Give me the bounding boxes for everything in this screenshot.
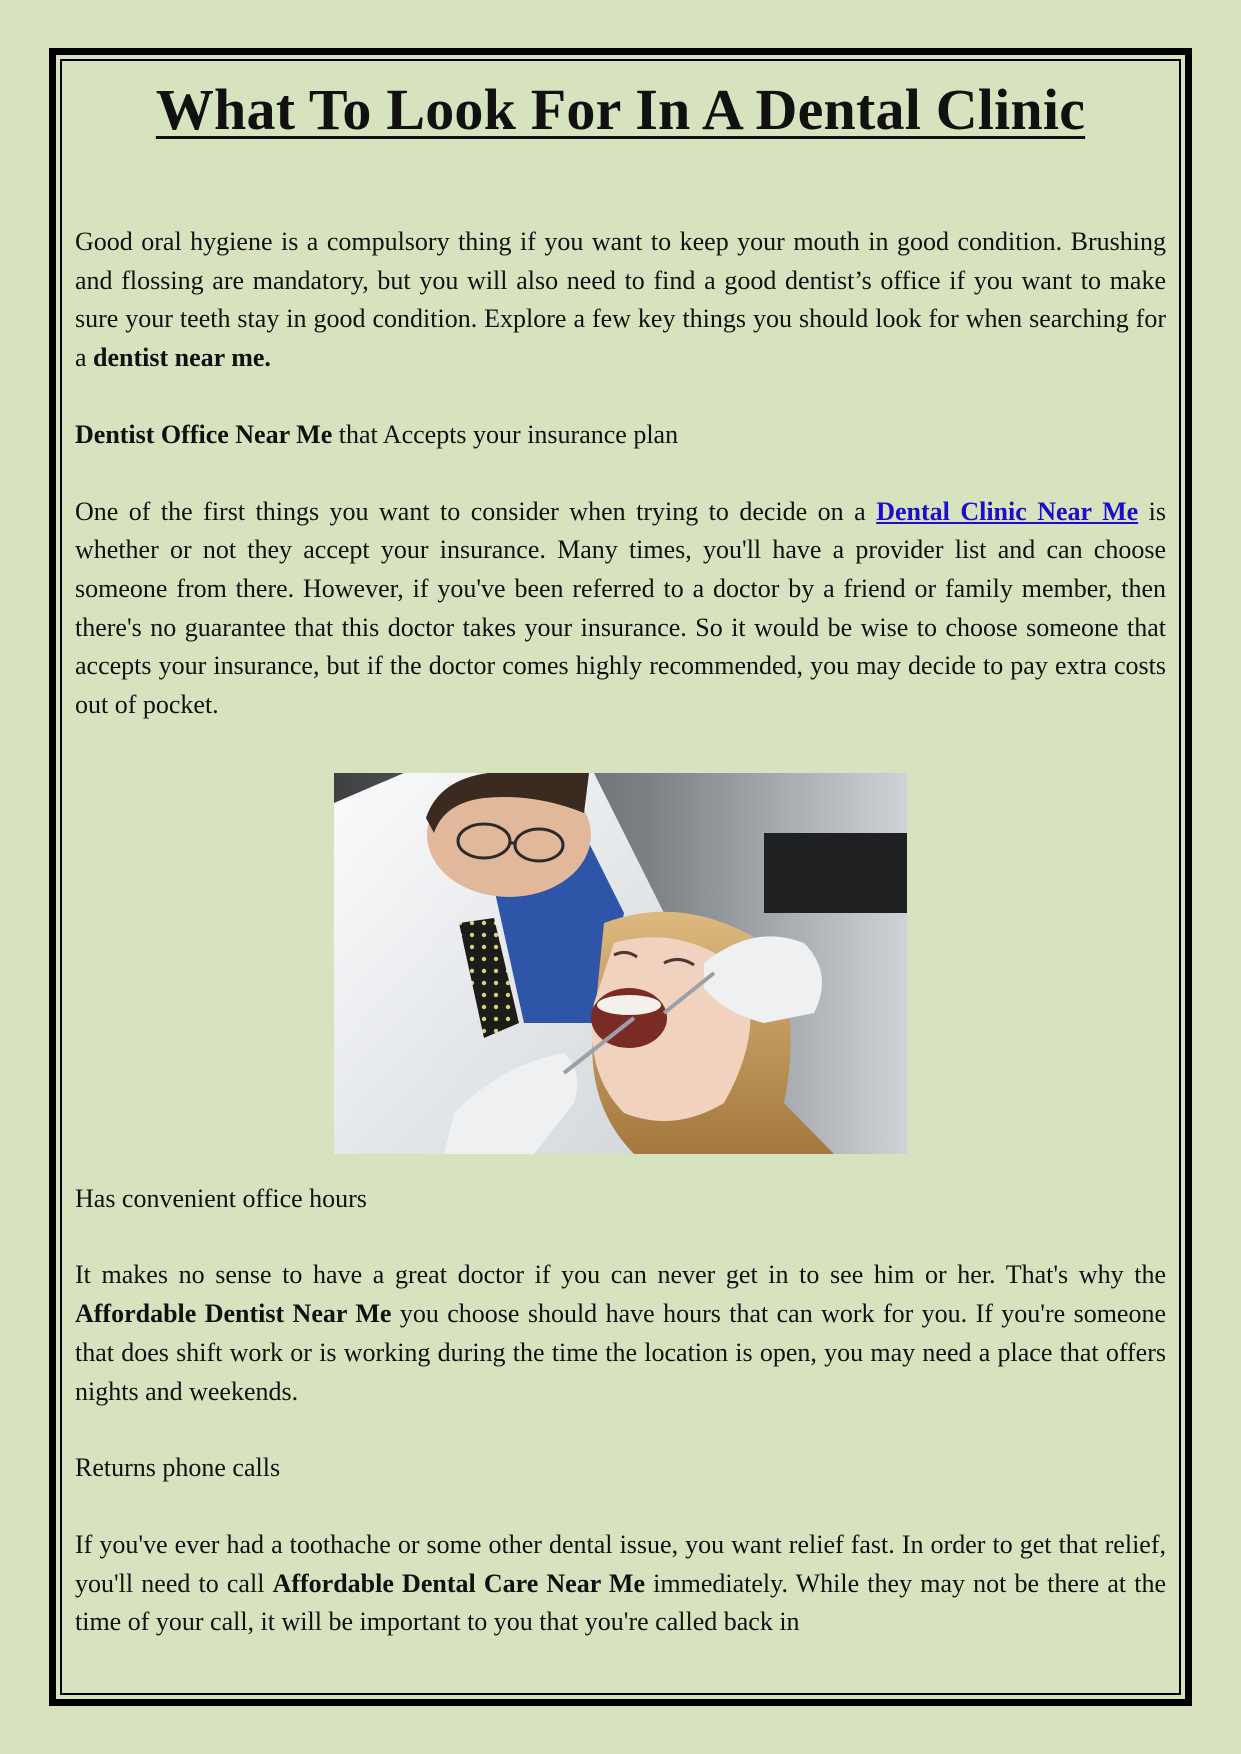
insurance-text-before: One of the first things you want to consider when trying to decide on a — [75, 496, 877, 526]
calls-keyword: Affordable Dental Care Near Me — [272, 1568, 646, 1598]
insurance-paragraph — [75, 493, 1166, 725]
dentist-photo — [334, 773, 907, 1154]
page-title: What To Look For In A Dental Clinic — [155, 77, 1086, 142]
hours-paragraph — [75, 1256, 1166, 1411]
calls-text-after: immediately. While they may not be there at the time of your call, it will be important to you that you're called back in — [75, 1568, 1166, 1637]
section-heading-insurance-bold: Dentist Office Near Me — [75, 419, 333, 449]
calls-text-before: If you've ever had a toothache or some other dental issue, you want relief fast. In order to get that relief, you'll need to call — [75, 1529, 1166, 1598]
document-body — [75, 72, 1166, 1642]
hours-keyword: Affordable Dentist Near Me — [75, 1299, 392, 1329]
calls-paragraph — [75, 1526, 1166, 1642]
hours-text-after: you choose should have hours that can work for you. If you're someone that does shift work or is working during the time the location is open, you may need a place that offers nights and weekends. — [75, 1299, 1167, 1406]
hours-text-before: It makes no sense to have a great doctor if you can never get in to see him or her. That's why the — [75, 1260, 1166, 1290]
intro-paragraph — [75, 223, 1166, 378]
insurance-text-after: is whether or not they accept your insurance. Many times, you'll have a provider list and can choose someone from there. However, if you've been referred to a doctor by a friend or family member, then there's no guarantee that this doctor takes your insurance. So it would be wise to choose someone that accepts your insurance, but if the doctor comes highly recommended, you may decide to pay extra costs out of pocket. — [75, 496, 1167, 720]
section-heading-hours: Has convenient office hours — [75, 1183, 367, 1213]
section-heading-insurance-rest: that Accepts your insurance plan — [332, 419, 679, 449]
intro-keyword: dentist near me. — [93, 343, 271, 373]
section-heading-insurance — [75, 416, 1166, 455]
intro-text: Good oral hygiene is a compulsory thing if you want to keep your mouth in good condition. Brushing and flossing are mandatory, but you will also need to find a good dentist’s office if you want to make sure your teeth stay in good condition. Explore a few key things you should look for when searching for a — [75, 227, 1166, 373]
dental-clinic-near-me-link[interactable]: Dental Clinic Near Me — [876, 496, 1139, 526]
section-heading-calls: Returns phone calls — [75, 1453, 281, 1483]
